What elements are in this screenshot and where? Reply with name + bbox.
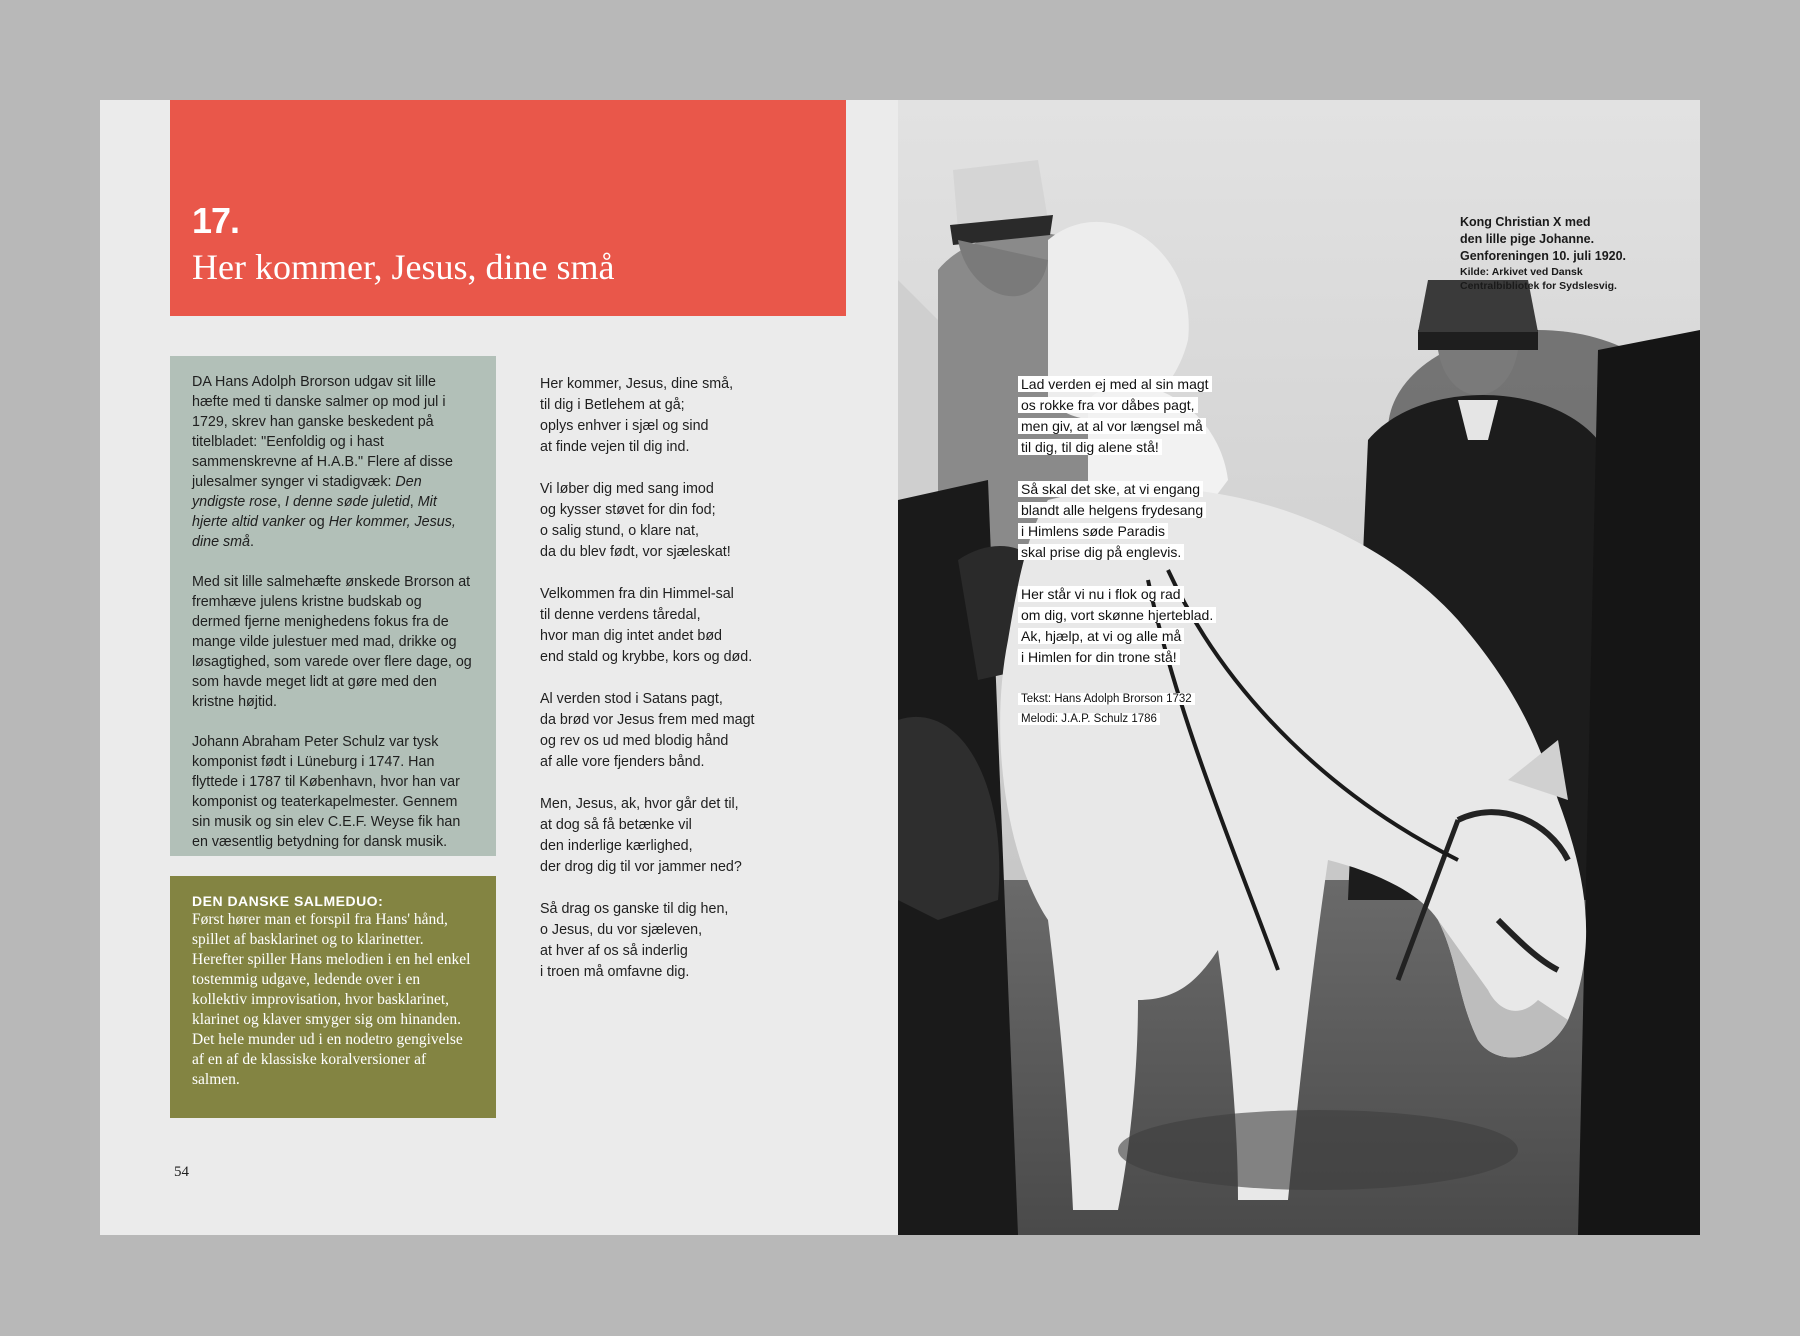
stanza	[540, 689, 840, 773]
title-block	[170, 100, 846, 316]
photo-caption	[1460, 214, 1690, 293]
verse-line: da du blev født, vor sjæleskat!	[540, 544, 731, 560]
verse-line: o salig stund, o klare nat,	[540, 523, 699, 539]
right-page	[898, 100, 1700, 1235]
hymn-number: 17.	[192, 200, 240, 241]
melody-credit: Melodi: J.A.P. Schulz 1786	[1018, 713, 1160, 725]
overlay-verse-list	[1018, 374, 1318, 668]
verse-line: Al verden stod i Satans pagt,	[540, 691, 723, 707]
verse-line: Velkommen fra din Himmel-sal	[540, 586, 734, 602]
verse-line: os rokke fra vor dåbes pagt,	[1018, 397, 1198, 413]
verse-line: at hver af os så inderlig	[540, 943, 688, 959]
verse-line: Her kommer, Jesus, dine små,	[540, 376, 734, 392]
hymn-reference: I denne søde juletid	[285, 494, 410, 510]
verse-line: skal prise dig på englevis.	[1018, 544, 1184, 560]
verse-line: og kysser støvet for din fod;	[540, 502, 716, 518]
stanza	[540, 584, 840, 668]
verse-line: o Jesus, du vor sjæleven,	[540, 922, 703, 938]
verse-line: Men, Jesus, ak, hvor går det til,	[540, 796, 739, 812]
verse-line: Vi løber dig med sang imod	[540, 481, 714, 497]
hymn-credits	[1018, 689, 1318, 729]
book-spread	[100, 100, 1700, 1235]
overlay-verses	[1018, 374, 1318, 729]
hymn-reference: Her kommer, Jesus, dine små	[192, 514, 456, 550]
hymn-reference: Mit hjerte altid vanker	[192, 494, 437, 530]
hymn-verses	[540, 374, 840, 1004]
verse-line: da brød vor Jesus frem med magt	[540, 712, 755, 728]
verse-line: til dig i Betlehem at gå;	[540, 397, 685, 413]
verse-line: i Himlens søde Paradis	[1018, 523, 1168, 539]
salmeduo-text: Først hører man et forspil fra Hans' hånd, spillet af basklarinet og to klarinetter. Herefter spiller Hans melodien i en hel enkel tostemmig udgave, ledende over i en kollektiv improvisation, hvor basklarinet, klarinet og klaver smyger sig om hinanden. Det hele munder ud i en nodetro gengivelse af en af de klassiske koralversioner af salmen.	[192, 911, 471, 1088]
verse-line: og rev os ud med blodig hånd	[540, 733, 729, 749]
caption-source: Kilde: Arkivet ved Dansk	[1460, 266, 1583, 278]
verse-line: at dog så få betænke vil	[540, 817, 692, 833]
lyrics-credit: Tekst: Hans Adolph Brorson 1732	[1018, 693, 1195, 705]
hymn-reference: Den yndigste rose	[192, 474, 422, 510]
verse-line: i troen må omfavne dig.	[540, 964, 690, 980]
verse-line: Ak, hjælp, at vi og alle må	[1018, 628, 1184, 644]
caption-line: Kong Christian X med	[1460, 215, 1591, 229]
verse-line: men giv, at al vor længsel må	[1018, 418, 1206, 434]
intro-paragraph-2: Med sit lille salmehæfte ønskede Brorson at fremhæve julens kristne budskab og dermed fjerne menighedens fokus fra de mange vilde julestuer med mad, drikke og løsagtighed, som varede over flere dage, og som havde meget lidt at gøre med den kristne højtid.	[192, 574, 472, 710]
verse-line: at finde vejen til dig ind.	[540, 439, 690, 455]
caption-line: Genforeningen 10. juli 1920.	[1460, 249, 1627, 263]
verse-line: Lad verden ej med al sin magt	[1018, 376, 1212, 392]
salmeduo-heading: DEN DANSKE SALMEDUO:	[192, 893, 384, 909]
intro-text: DA Hans Adolph Brorson udgav sit lille hæfte med ti danske salmer op mod jul i 1729, skrev han ganske beskedent på titelbladet: "Eenfoldig og i hast sammenskrevne af H.A.B." Flere af disse julesalmer synger vi stadigvæk:	[192, 374, 453, 490]
intro-box	[170, 356, 496, 856]
verse-line: til denne verdens tåredal,	[540, 607, 701, 623]
stanza	[1018, 374, 1318, 458]
hymn-title: Her kommer, Jesus, dine små	[192, 247, 615, 287]
verse-line: om dig, vort skønne hjerteblad.	[1018, 607, 1216, 623]
caption-source: Centralbibliotek for Sydslesvig.	[1460, 280, 1617, 292]
salmeduo-box	[170, 876, 496, 1118]
verse-line: hvor man dig intet andet bød	[540, 628, 722, 644]
verse-line: i Himlen for din trone stå!	[1018, 649, 1180, 665]
verse-line: oplys enhver i sjæl og sind	[540, 418, 709, 434]
caption-line: den lille pige Johanne.	[1460, 232, 1595, 246]
verse-line: af alle vore fjenders bånd.	[540, 754, 705, 770]
verse-line: end stald og krybbe, kors og død.	[540, 649, 753, 665]
intro-paragraph-1: DA Hans Adolph Brorson udgav sit lille hæfte med ti danske salmer op mod jul i 1729, skrev han ganske beskedent på titelbladet: "Eenfoldig og i hast sammenskrevne af H.A.B." Flere af disse julesalmer synger vi stadigvæk: Den yndigste rose, I denne søde juletid, Mit hjerte altid vanker og Her kommer, Jesus, dine små.	[192, 374, 456, 550]
verse-line: Her står vi nu i flok og rad	[1018, 586, 1184, 602]
stanza	[1018, 584, 1318, 668]
verse-line: der drog dig til vor jammer ned?	[540, 859, 742, 875]
page-number: 54	[174, 1164, 189, 1180]
verse-line: Så drag os ganske til dig hen,	[540, 901, 729, 917]
stanza	[540, 374, 840, 458]
stanza	[540, 794, 840, 878]
left-page	[100, 100, 898, 1235]
verse-line: blandt alle helgens frydesang	[1018, 502, 1206, 518]
verse-line: Så skal det ske, at vi engang	[1018, 481, 1203, 497]
verse-line: den inderlige kærlighed,	[540, 838, 693, 854]
verse-line: til dig, til dig alene stå!	[1018, 439, 1162, 455]
stanza	[540, 479, 840, 563]
stanza	[540, 899, 840, 983]
stanza	[1018, 479, 1318, 563]
intro-paragraph-3: Johann Abraham Peter Schulz var tysk komponist født i Lüneburg i 1747. Han flyttede i 1787 til København, hvor han var komponist og teaterkapelmester. Gennem sin musik og sin elev C.E.F. Weyse fik han en væsentlig betydning for dansk musik.	[192, 734, 461, 850]
